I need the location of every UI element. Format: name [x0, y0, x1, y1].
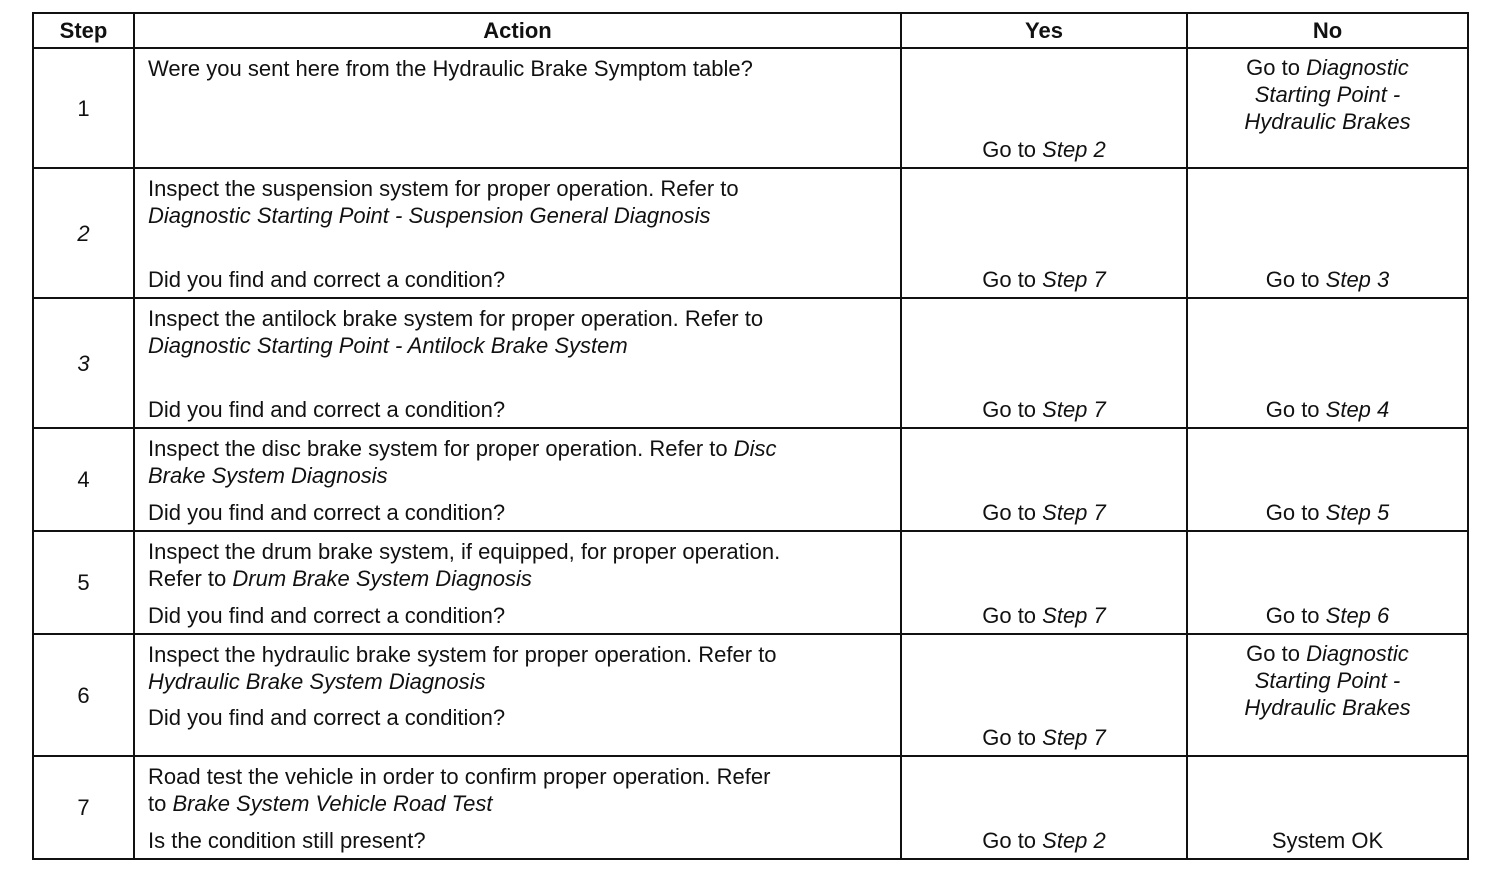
action-ref-link[interactable]: Drum Brake System Diagnosis	[232, 566, 532, 591]
yes-cell	[901, 531, 1187, 634]
action-ref-link[interactable]: Brake System Vehicle Road Test	[172, 791, 493, 816]
action-text: Inspect the disc brake system for proper operation. Refer to	[148, 436, 734, 461]
no-step-link[interactable]: Step 4	[1325, 397, 1390, 422]
table-row	[33, 428, 1468, 531]
no-ref-link[interactable]: Diagnostic	[1306, 55, 1409, 80]
action-cell	[134, 634, 901, 756]
step-number: 4	[33, 428, 134, 531]
action-question: Did you find and correct a condition?	[148, 397, 506, 422]
action-cell	[134, 48, 901, 168]
no-cell	[1187, 756, 1468, 859]
table-row	[33, 298, 1468, 428]
action-ref-link[interactable]: Diagnostic Starting Point - Antilock Brake System	[148, 333, 628, 358]
action-ref-link[interactable]: Brake System Diagnosis	[148, 463, 388, 488]
no-prefix: Go to	[1265, 397, 1326, 422]
yes-prefix: Go to	[982, 267, 1043, 292]
no-prefix: Go to	[1265, 603, 1326, 628]
yes-step-link[interactable]: Step 7	[1042, 725, 1106, 750]
action-text: Road test the vehicle in order to confirm proper operation. Refer	[148, 764, 771, 789]
action-ref-link[interactable]: Hydraulic Brake System Diagnosis	[148, 669, 486, 694]
no-ref-link[interactable]: Starting Point -	[1254, 668, 1401, 693]
action-text: Inspect the antilock brake system for proper operation. Refer to	[148, 306, 764, 331]
no-cell	[1187, 531, 1468, 634]
yes-prefix: Go to	[982, 603, 1043, 628]
yes-step-link[interactable]: Step 7	[1042, 267, 1106, 292]
no-cell	[1187, 48, 1468, 168]
action-cell	[134, 531, 901, 634]
table-row	[33, 531, 1468, 634]
step-number: 6	[33, 634, 134, 756]
no-result-text: System OK	[1271, 828, 1384, 853]
no-ref-link[interactable]: Diagnostic	[1306, 641, 1409, 666]
table-header-row	[33, 13, 1468, 48]
header-step: Step	[33, 13, 134, 48]
yes-step-link[interactable]: Step 2	[1042, 137, 1106, 162]
action-question: Did you find and correct a condition?	[148, 603, 506, 628]
yes-step-link[interactable]: Step 2	[1042, 828, 1106, 853]
no-prefix: Go to	[1246, 55, 1307, 80]
action-cell	[134, 168, 901, 298]
yes-step-link[interactable]: Step 7	[1042, 397, 1106, 422]
no-cell	[1187, 168, 1468, 298]
action-ref-link[interactable]: Diagnostic Starting Point - Suspension General Diagnosis	[148, 203, 711, 228]
action-text: Inspect the suspension system for proper operation. Refer to	[148, 176, 739, 201]
step-number: 5	[33, 531, 134, 634]
action-text: to	[148, 791, 173, 816]
action-question: Is the condition still present?	[148, 828, 426, 853]
yes-prefix: Go to	[982, 828, 1043, 853]
no-step-link[interactable]: Step 5	[1325, 500, 1390, 525]
yes-step-link[interactable]: Step 7	[1042, 500, 1106, 525]
header-yes: Yes	[901, 13, 1187, 48]
no-prefix: Go to	[1246, 641, 1307, 666]
yes-cell	[901, 756, 1187, 859]
no-step-link[interactable]: Step 6	[1325, 603, 1390, 628]
table-row	[33, 634, 1468, 756]
table-row	[33, 168, 1468, 298]
no-step-link[interactable]: Step 3	[1325, 267, 1390, 292]
step-number: 3	[33, 298, 134, 428]
action-cell	[134, 298, 901, 428]
yes-cell	[901, 428, 1187, 531]
no-cell	[1187, 298, 1468, 428]
action-question: Did you find and correct a condition?	[148, 267, 506, 292]
yes-cell	[901, 634, 1187, 756]
action-ref-link[interactable]: Disc	[733, 436, 777, 461]
step-number: 1	[33, 48, 134, 168]
yes-cell	[901, 298, 1187, 428]
no-cell	[1187, 428, 1468, 531]
action-text: Inspect the hydraulic brake system for proper operation. Refer to	[148, 642, 777, 667]
table-row	[33, 48, 1468, 168]
step-number: 2	[33, 168, 134, 298]
yes-step-link[interactable]: Step 7	[1042, 603, 1106, 628]
no-cell	[1187, 634, 1468, 756]
action-question: Did you find and correct a condition?	[148, 705, 506, 730]
no-ref-link[interactable]: Starting Point -	[1254, 82, 1401, 107]
yes-prefix: Go to	[982, 725, 1043, 750]
action-text: Inspect the drum brake system, if equipped, for proper operation.	[148, 539, 781, 564]
step-number: 7	[33, 756, 134, 859]
diagnostic-table	[32, 12, 1469, 860]
table-row	[33, 756, 1468, 859]
action-cell	[134, 756, 901, 859]
action-question: Did you find and correct a condition?	[148, 500, 506, 525]
no-ref-link[interactable]: Hydraulic Brakes	[1244, 109, 1411, 134]
action-text: Were you sent here from the Hydraulic Brake Symptom table?	[148, 56, 753, 81]
yes-cell	[901, 48, 1187, 168]
action-text: Refer to	[148, 566, 233, 591]
no-ref-link[interactable]: Hydraulic Brakes	[1244, 695, 1411, 720]
no-prefix: Go to	[1265, 267, 1326, 292]
action-cell	[134, 428, 901, 531]
yes-cell	[901, 168, 1187, 298]
yes-prefix: Go to	[982, 500, 1043, 525]
yes-prefix: Go to	[982, 137, 1043, 162]
header-no: No	[1187, 13, 1468, 48]
no-prefix: Go to	[1265, 500, 1326, 525]
yes-prefix: Go to	[982, 397, 1043, 422]
header-action: Action	[134, 13, 901, 48]
